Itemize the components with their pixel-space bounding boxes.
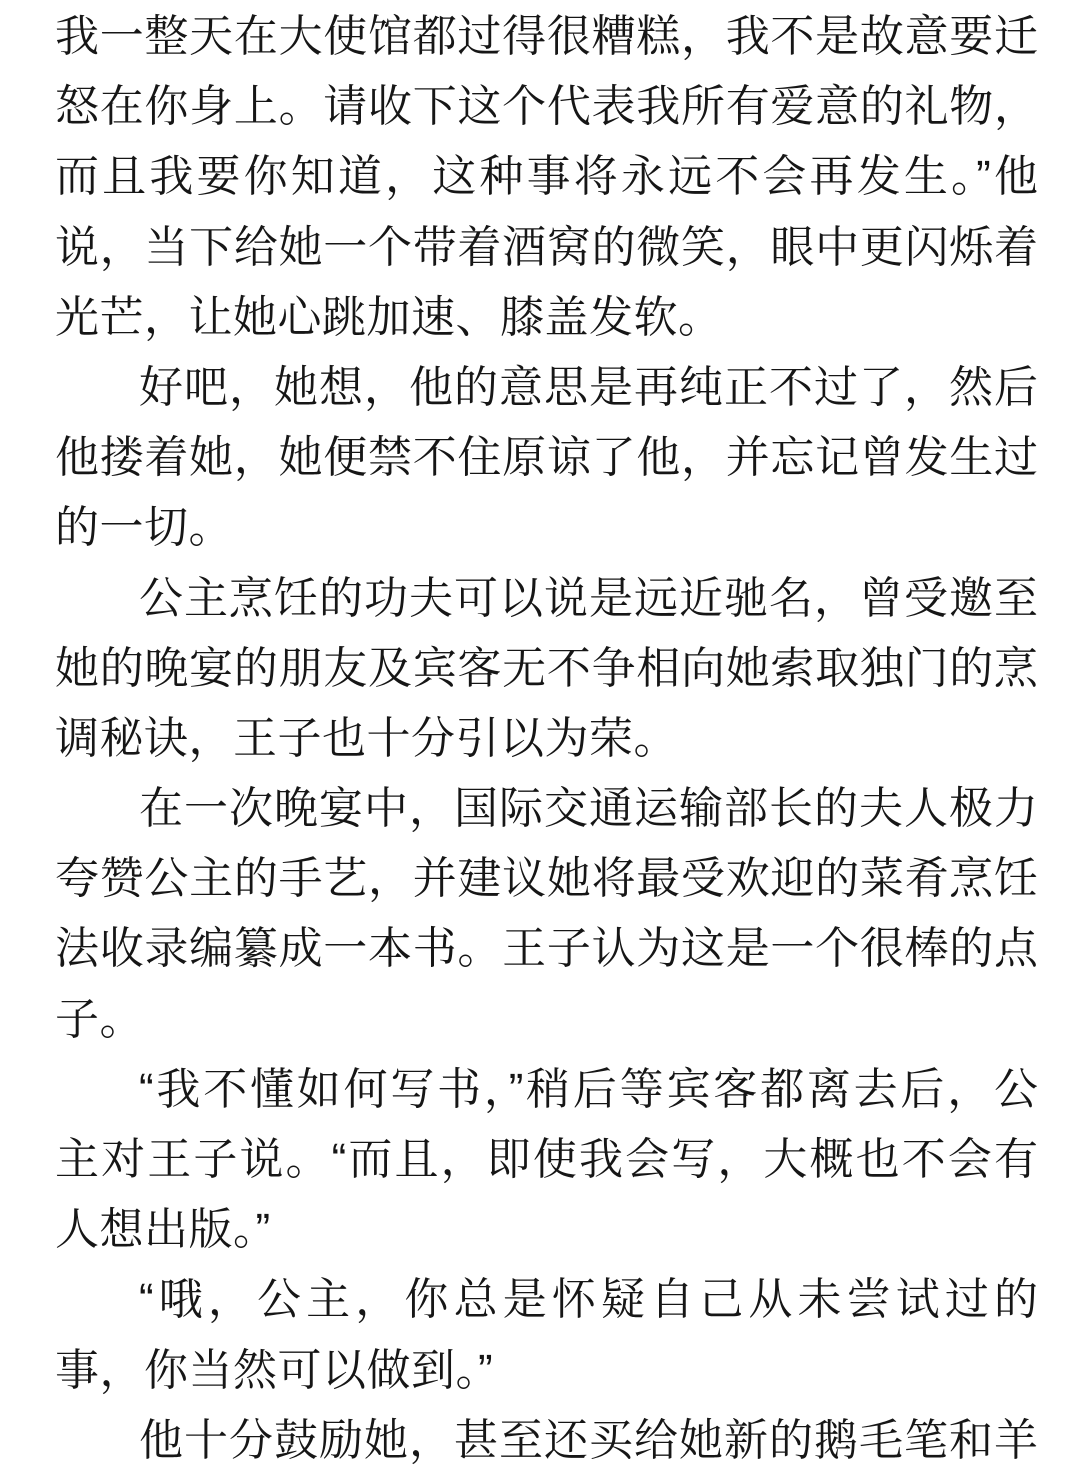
text-line-21: 他十分鼓励她，甚至还买给她新的鹅毛笔和羊 bbox=[139, 1415, 1038, 1465]
text-line-5: 光芒，让她心跳加速、膝盖发软。 bbox=[55, 292, 723, 342]
text-line-12: 在一次晚宴中，国际交通运输部长的夫人极力 bbox=[139, 784, 1038, 834]
text-line-7: 他搂着她，她便禁不住原谅了他，并忘记曾发生过 bbox=[55, 433, 1038, 483]
text-line-3: 而且我要你知道，这种事将永远不会再发生。”他 bbox=[55, 152, 1038, 202]
text-line-1: 我一整天在大使馆都过得很糟糕，我不是故意要迁 bbox=[55, 12, 1038, 61]
text-line-19: “哦，公主，你总是怀疑自己从未尝试过的 bbox=[139, 1275, 1038, 1325]
text-line-16: “我不懂如何写书，”稍后等宾客都离去后，公 bbox=[139, 1064, 1038, 1114]
text-line-4: 说，当下给她一个带着酒窝的微笑，眼中更闪烁着 bbox=[55, 222, 1038, 272]
text-line-6: 好吧，她想，他的意思是再纯正不过了，然后 bbox=[139, 362, 1038, 412]
text-line-11: 调秘诀，王子也十分引以为荣。 bbox=[55, 713, 678, 763]
text-line-13: 夸赞公主的手艺，并建议她将最受欢迎的菜肴烹饪 bbox=[55, 854, 1038, 904]
text-line-15: 子。 bbox=[55, 994, 144, 1044]
text-line-20: 事，你当然可以做到。” bbox=[55, 1345, 494, 1395]
text-line-9: 公主烹饪的功夫可以说是远近驰名，曾受邀至 bbox=[139, 573, 1038, 623]
text-line-2: 怒在你身上。请收下这个代表我所有爱意的礼物， bbox=[55, 82, 1038, 132]
text-line-18: 人想出版。” bbox=[55, 1205, 271, 1255]
text-line-14: 法收录编纂成一本书。王子认为这是一个很棒的点 bbox=[55, 924, 1038, 974]
text-line-10: 她的晚宴的朋友及宾客无不争相向她索取独门的烹 bbox=[55, 643, 1038, 693]
text-line-17: 主对王子说。“而且，即使我会写，大概也不会有 bbox=[55, 1135, 1038, 1184]
text-line-8: 的一切。 bbox=[55, 503, 233, 553]
